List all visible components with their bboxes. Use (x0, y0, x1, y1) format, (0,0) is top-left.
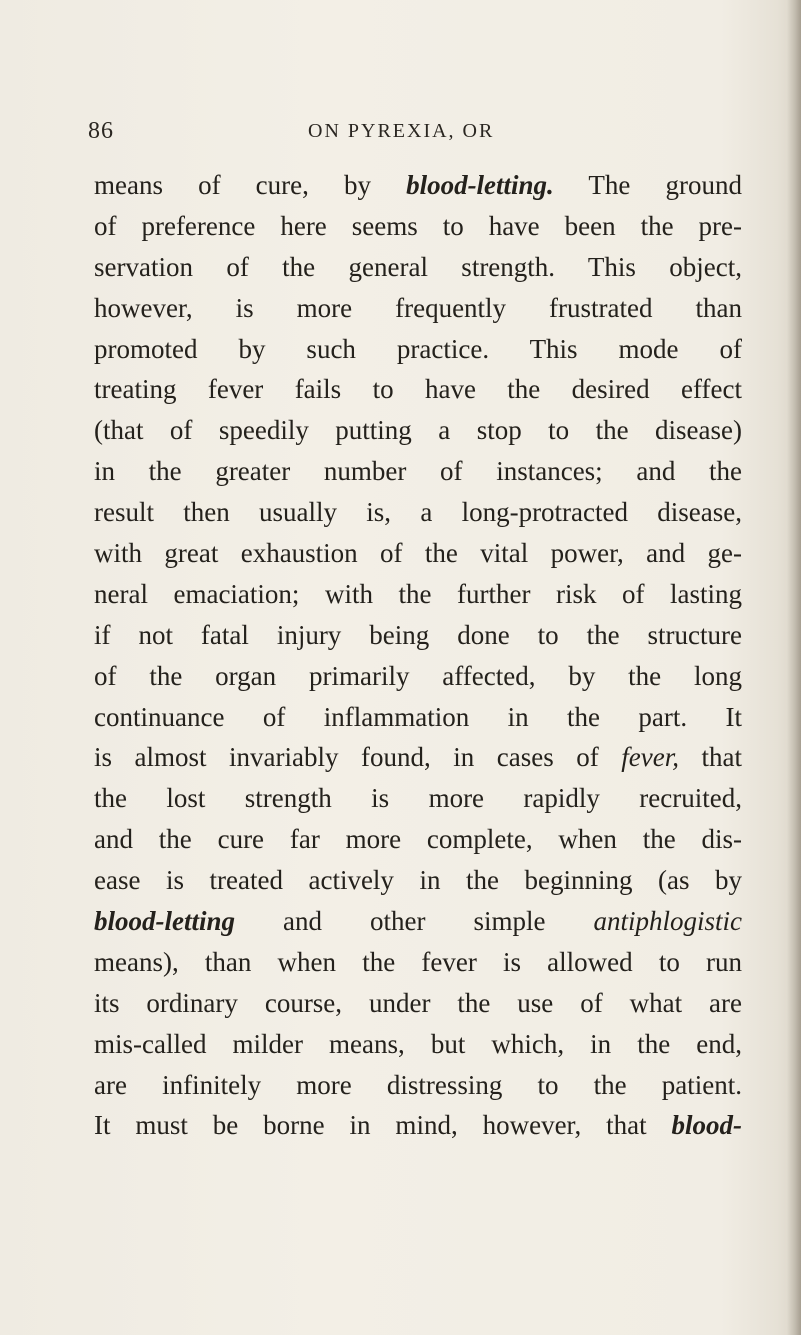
text-segment: neral emaciation; with the further risk of lasting (94, 578, 742, 609)
text-line (94, 1105, 742, 1146)
text-segment: and other simple (235, 906, 594, 937)
text-line (94, 492, 742, 533)
text-segment: is almost invariably found, in cases of (94, 742, 622, 773)
text-segment: of the organ primarily affected, by the long (94, 660, 742, 691)
text-line (94, 901, 742, 942)
page-header (88, 118, 688, 158)
italic-text: fever, (621, 742, 679, 773)
text-segment: The ground (553, 170, 742, 200)
page-number: 86 (88, 118, 114, 144)
text-line (94, 1024, 742, 1065)
text-segment: servation of the general strength. This object, (94, 251, 742, 282)
text-segment: (that of speedily putting a stop to the disease) (94, 415, 742, 446)
text-segment: however, is more frequently frustrated than (94, 292, 742, 323)
text-segment: ease is treated actively in the beginning (as by (94, 865, 742, 896)
text-segment: with great exhaustion of the vital power, and ge- (94, 538, 742, 569)
body-text (94, 165, 742, 1146)
text-line (94, 615, 742, 656)
text-segment: the lost strength is more rapidly recruited, (94, 783, 742, 814)
text-line (94, 942, 742, 983)
italic-text: antiphlogistic (593, 906, 742, 937)
emphasis-text: blood-letting. (406, 170, 554, 200)
text-line (94, 288, 742, 329)
text-segment: means of cure, by (94, 170, 407, 200)
text-line (94, 860, 742, 901)
text-segment: that (678, 742, 742, 773)
text-line (94, 697, 742, 738)
text-line (94, 369, 742, 410)
emphasis-text: blood- (671, 1110, 742, 1141)
text-line (94, 410, 742, 451)
text-segment: result then usually is, a long-protracted disease, (94, 497, 742, 528)
text-segment: It must be borne in mind, however, that (94, 1110, 672, 1141)
text-line (94, 247, 742, 288)
text-segment: means), than when the fever is allowed to run (94, 946, 742, 977)
text-line (94, 206, 742, 247)
text-segment: mis-called milder means, but which, in the end, (94, 1028, 742, 1059)
text-segment: are infinitely more distressing to the patient. (94, 1069, 742, 1100)
text-line (94, 778, 742, 819)
text-line (94, 533, 742, 574)
text-line (94, 574, 742, 615)
text-line (94, 737, 742, 778)
page-edge-shadow (787, 0, 801, 1335)
running-head: ON PYREXIA, OR (308, 120, 495, 142)
text-segment: promoted by such practice. This mode of (94, 333, 742, 364)
text-line (94, 983, 742, 1024)
text-line (94, 656, 742, 697)
text-segment: if not fatal injury being done to the structure (94, 619, 742, 650)
text-segment: treating fever fails to have the desired effect (94, 374, 742, 405)
emphasis-text: blood-letting (94, 906, 235, 937)
text-line (94, 451, 742, 492)
text-segment: continuance of inflammation in the part. It (94, 701, 742, 732)
text-segment: of preference here seems to have been the pre- (94, 210, 742, 241)
text-line (94, 819, 742, 860)
text-segment: in the greater number of instances; and the (94, 456, 742, 487)
text-line (94, 329, 742, 370)
text-segment: its ordinary course, under the use of what are (94, 987, 742, 1018)
text-segment: and the cure far more complete, when the dis- (94, 824, 742, 855)
text-line (94, 1065, 742, 1106)
text-line (94, 165, 742, 206)
